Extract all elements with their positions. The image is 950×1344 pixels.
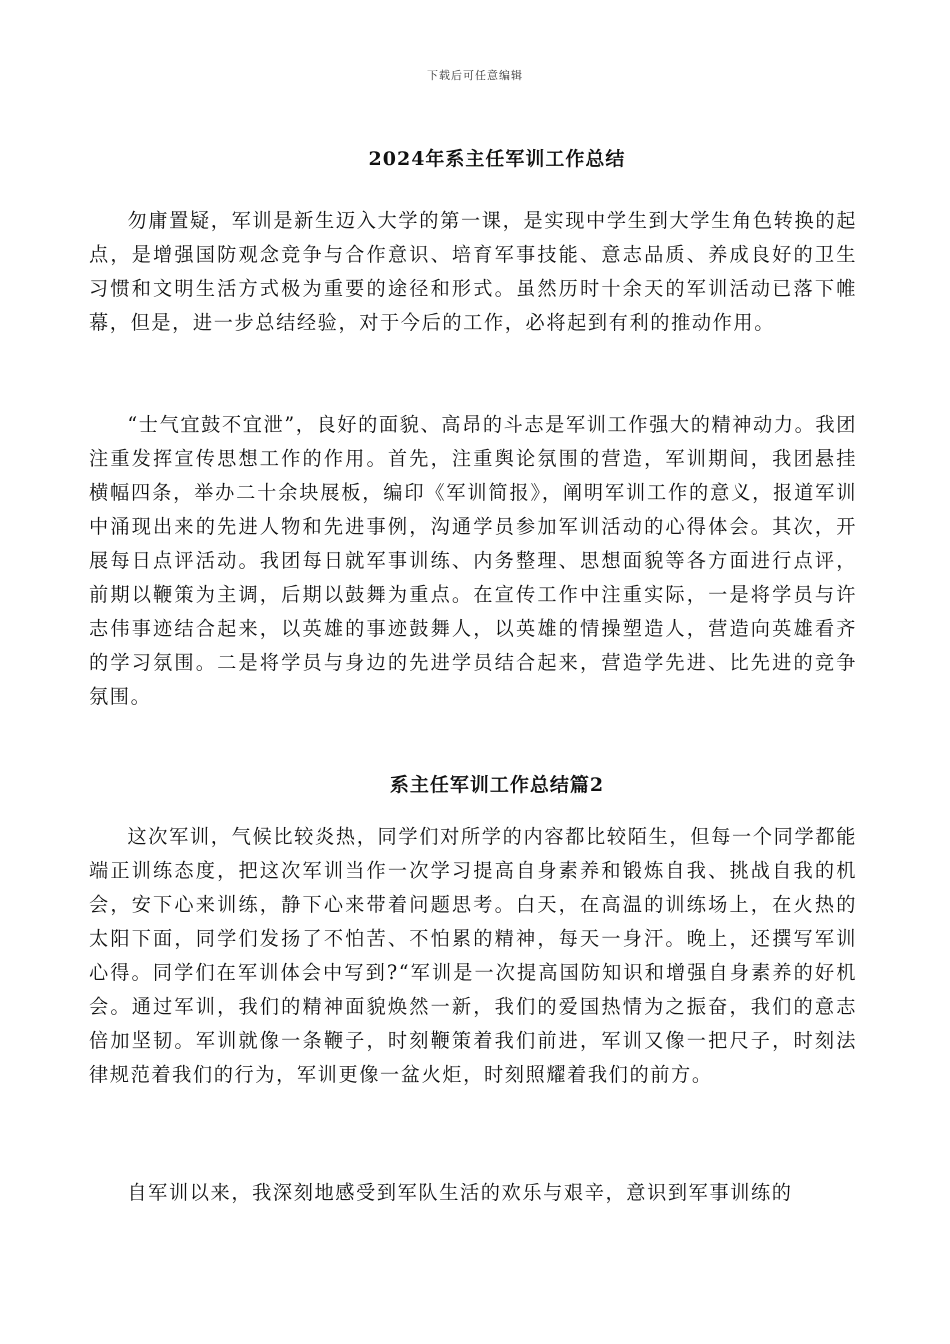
paragraph-training: 这次军训，气候比较炎热，同学们对所学的内容都比较陌生，但每一个同学都能端正训练态度，把这次军训当作一次学习提高自身素养和锻炼自我、挑战自我的机会，安下心来训练，静下心来带着问题思考。白天，在高温的训练场上，在火热的太阳下面，同学们发扬了不怕苦、不怕累的精神，每天一身汗。晚上，还撰写军训心得。同学们在军训体会中写到?“军训是一次提高国防知识和增强自身素养的好机会。通过军训，我们的精神面貌焕然一新，我们的爱国热情为之振奋，我们的意志倍加坚韧。军训就像一条鞭子，时刻鞭策着我们前进，军训又像一把尺子，时刻法律规范着我们的行为，军训更像一盆火炬，时刻照耀着我们的前方。 <box>89 825 857 1086</box>
document-title: 2024年系主任军训工作总结 <box>368 148 626 170</box>
paragraph-intro: 勿庸置疑，军训是新生迈入大学的第一课，是实现中学生到大学生角色转换的起点，是增强国防观念竞争与合作意识、培育军事技能、意志品质、养成良好的卫生习惯和文明生活方式极为重要的途径和形式。虽然历时十余天的军训活动已落下帷幕，但是，进一步总结经验，对于今后的工作，必将起到有利的推动作用。 <box>89 209 857 334</box>
paragraph-reflection: 自军训以来，我深刻地感受到军队生活的欢乐与艰辛，意识到军事训练的 <box>127 1181 793 1204</box>
paragraph-publicity: “士气宜鼓不宜泄”，良好的面貌、高昂的斗志是军训工作强大的精神动力。我团注重发挥宣传思想工作的作用。首先，注重舆论氛围的营造，军训期间，我团悬挂横幅四条，举办二十余块展板，编印《军训简报》，阐明军训工作的意义，报道军训中涌现出来的先进人物和先进事例，沟通学员参加军训活动的心得体会。其次，开展每日点评活动。我团每日就军事训练、内务整理、思想面貌等各方面进行点评，前期以鞭策为主调，后期以鼓舞为重点。在宣传工作中注重实际，一是将学员与许志伟事迹结合起来，以英雄的事迹鼓舞人，以英雄的情操塑造人，营造向英雄看齐的学习氛围。二是将学员与身边的先进学员结合起来，营造学先进、比先进的竞争氛围。 <box>89 413 857 708</box>
section-2-title: 系主任军训工作总结篇2 <box>389 774 605 796</box>
header-note: 下载后可任意编辑 <box>427 69 523 82</box>
